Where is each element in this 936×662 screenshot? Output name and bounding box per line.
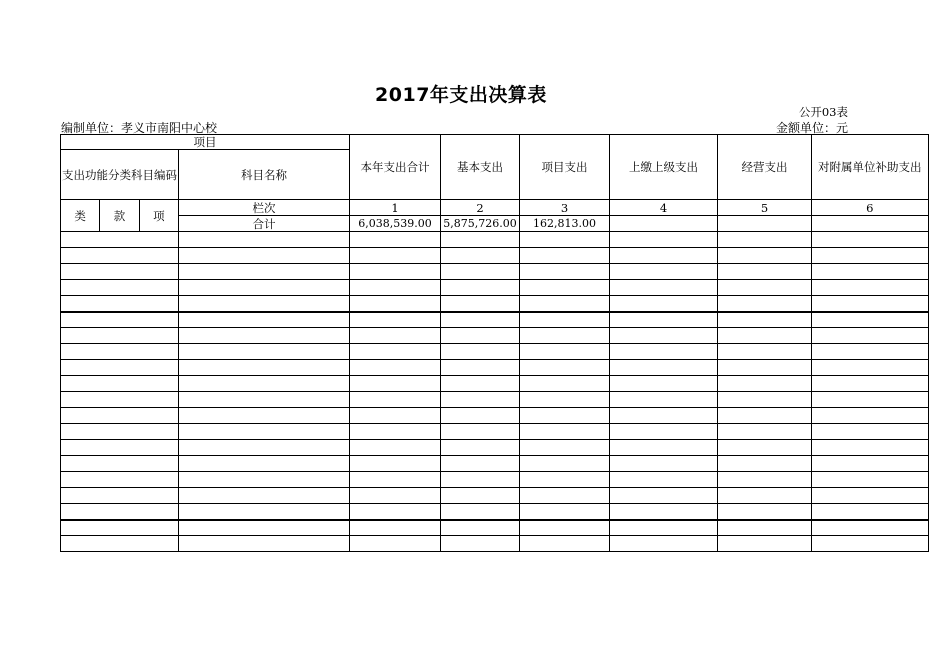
amount-cell — [520, 232, 610, 248]
total-expenditure-value: 6,038,539.00 — [350, 216, 441, 232]
table-row — [61, 440, 929, 456]
amount-cell — [718, 328, 812, 344]
function-code-cell — [61, 312, 179, 328]
function-code-cell — [61, 520, 179, 536]
amount-cell — [610, 440, 718, 456]
header-project-expenditure: 项目支出 — [520, 135, 610, 200]
amount-cell — [441, 344, 520, 360]
subject-name-cell — [179, 440, 350, 456]
table-row — [61, 360, 929, 376]
amount-cell — [520, 344, 610, 360]
amount-cell — [520, 536, 610, 552]
function-code-cell — [61, 328, 179, 344]
amount-cell — [520, 312, 610, 328]
amount-cell — [610, 424, 718, 440]
amount-cell — [610, 408, 718, 424]
amount-cell — [350, 344, 441, 360]
amount-cell — [350, 280, 441, 296]
amount-cell — [350, 520, 441, 536]
table-row — [61, 344, 929, 360]
table-row — [61, 312, 929, 328]
amount-cell — [812, 520, 929, 536]
amount-cell — [520, 440, 610, 456]
amount-cell — [520, 488, 610, 504]
amount-cell — [812, 472, 929, 488]
amount-cell — [812, 408, 929, 424]
header-lei: 类 — [61, 200, 100, 232]
function-code-cell — [61, 248, 179, 264]
amount-cell — [520, 360, 610, 376]
amount-cell — [350, 248, 441, 264]
subject-name-cell — [179, 296, 350, 312]
table-row — [61, 248, 929, 264]
table-row — [61, 424, 929, 440]
amount-cell — [441, 360, 520, 376]
amount-cell — [718, 520, 812, 536]
amount-cell — [350, 408, 441, 424]
subject-name-cell — [179, 408, 350, 424]
amount-cell — [610, 344, 718, 360]
amount-cell — [520, 376, 610, 392]
amount-cell — [441, 536, 520, 552]
amount-cell — [812, 536, 929, 552]
function-code-cell — [61, 280, 179, 296]
subject-name-cell — [179, 280, 350, 296]
amount-cell — [812, 424, 929, 440]
upper-expenditure-value — [610, 216, 718, 232]
table-row — [61, 232, 929, 248]
amount-cell — [520, 472, 610, 488]
amount-cell — [350, 504, 441, 520]
amount-cell — [812, 328, 929, 344]
table-row — [61, 264, 929, 280]
amount-cell — [718, 312, 812, 328]
column-index-5: 5 — [718, 200, 812, 216]
amount-cell — [610, 296, 718, 312]
function-code-cell — [61, 360, 179, 376]
amount-cell — [812, 504, 929, 520]
amount-cell — [718, 440, 812, 456]
amount-cell — [812, 232, 929, 248]
amount-cell — [812, 440, 929, 456]
amount-cell — [610, 392, 718, 408]
table-row — [61, 408, 929, 424]
table-row — [61, 328, 929, 344]
amount-cell — [441, 488, 520, 504]
amount-cell — [610, 536, 718, 552]
subsidy-expenditure-value — [812, 216, 929, 232]
amount-cell — [441, 472, 520, 488]
column-index-3: 3 — [520, 200, 610, 216]
currency-unit: 金额单位：元 — [775, 121, 848, 135]
function-code-cell — [61, 392, 179, 408]
function-code-cell — [61, 408, 179, 424]
amount-cell — [812, 376, 929, 392]
subject-name-cell — [179, 520, 350, 536]
header-total-expenditure: 本年支出合计 — [350, 135, 441, 200]
amount-cell — [718, 424, 812, 440]
amount-cell — [610, 456, 718, 472]
table-row — [61, 280, 929, 296]
function-code-cell — [61, 456, 179, 472]
amount-cell — [520, 504, 610, 520]
amount-cell — [441, 456, 520, 472]
amount-cell — [520, 264, 610, 280]
amount-cell — [718, 392, 812, 408]
amount-cell — [812, 312, 929, 328]
table-row — [61, 472, 929, 488]
amount-cell — [441, 440, 520, 456]
amount-cell — [812, 392, 929, 408]
amount-cell — [610, 504, 718, 520]
amount-cell — [441, 264, 520, 280]
amount-cell — [520, 520, 610, 536]
amount-cell — [610, 280, 718, 296]
amount-cell — [350, 312, 441, 328]
table-row — [61, 536, 929, 552]
amount-cell — [520, 392, 610, 408]
form-code: 公开03表 — [798, 105, 848, 119]
amount-cell — [610, 472, 718, 488]
header-kuan: 款 — [100, 200, 139, 232]
function-code-cell — [61, 344, 179, 360]
table-row — [61, 488, 929, 504]
function-code-cell — [61, 376, 179, 392]
table-row — [61, 520, 929, 536]
subject-name-cell — [179, 424, 350, 440]
amount-cell — [441, 504, 520, 520]
amount-cell — [812, 488, 929, 504]
amount-cell — [520, 456, 610, 472]
amount-cell — [520, 296, 610, 312]
amount-cell — [350, 376, 441, 392]
page-title: 2017年支出决算表 — [375, 84, 547, 106]
amount-cell — [350, 264, 441, 280]
subject-name-cell — [179, 536, 350, 552]
subject-name-cell — [179, 504, 350, 520]
subject-name-cell — [179, 328, 350, 344]
project-expenditure-value: 162,813.00 — [520, 216, 610, 232]
amount-cell — [812, 264, 929, 280]
function-code-cell — [61, 440, 179, 456]
table-row — [61, 456, 929, 472]
header-column-index: 栏次 — [179, 200, 350, 216]
amount-cell — [350, 360, 441, 376]
amount-cell — [718, 536, 812, 552]
amount-cell — [812, 248, 929, 264]
header-subject-name: 科目名称 — [179, 150, 350, 200]
amount-cell — [350, 440, 441, 456]
business-expenditure-value — [718, 216, 812, 232]
subject-name-cell — [179, 456, 350, 472]
table-row — [61, 392, 929, 408]
amount-cell — [718, 488, 812, 504]
amount-cell — [350, 488, 441, 504]
total-row-label: 合计 — [179, 216, 350, 232]
header-xiang: 项 — [139, 200, 178, 232]
header-function-code: 支出功能分类科目编码 — [61, 150, 179, 200]
amount-cell — [441, 408, 520, 424]
amount-cell — [350, 424, 441, 440]
amount-cell — [718, 360, 812, 376]
amount-cell — [812, 296, 929, 312]
amount-cell — [350, 328, 441, 344]
amount-cell — [350, 456, 441, 472]
function-code-cell — [61, 472, 179, 488]
reporting-unit: 编制单位：孝义市南阳中心校 — [61, 121, 218, 135]
amount-cell — [520, 408, 610, 424]
amount-cell — [441, 424, 520, 440]
column-index-1: 1 — [350, 200, 441, 216]
subject-name-cell — [179, 376, 350, 392]
header-subsidy-expenditure: 对附属单位补助支出 — [812, 135, 929, 200]
amount-cell — [610, 360, 718, 376]
column-index-2: 2 — [441, 200, 520, 216]
subject-name-cell — [179, 248, 350, 264]
amount-cell — [718, 280, 812, 296]
amount-cell — [441, 376, 520, 392]
table-row — [61, 504, 929, 520]
column-index-4: 4 — [610, 200, 718, 216]
amount-cell — [718, 504, 812, 520]
table-row — [61, 296, 929, 312]
column-index-6: 6 — [812, 200, 929, 216]
subject-name-cell — [179, 360, 350, 376]
subject-name-cell — [179, 312, 350, 328]
amount-cell — [350, 392, 441, 408]
amount-cell — [718, 376, 812, 392]
amount-cell — [441, 232, 520, 248]
function-code-cell — [61, 488, 179, 504]
amount-cell — [610, 248, 718, 264]
amount-cell — [718, 408, 812, 424]
function-code-cell — [61, 504, 179, 520]
subject-name-cell — [179, 344, 350, 360]
amount-cell — [610, 328, 718, 344]
expenditure-table — [60, 134, 929, 552]
amount-cell — [520, 328, 610, 344]
subject-name-cell — [179, 392, 350, 408]
amount-cell — [350, 472, 441, 488]
subject-name-cell — [179, 264, 350, 280]
amount-cell — [718, 456, 812, 472]
amount-cell — [610, 264, 718, 280]
amount-cell — [441, 312, 520, 328]
subject-name-cell — [179, 472, 350, 488]
amount-cell — [718, 472, 812, 488]
amount-cell — [610, 488, 718, 504]
amount-cell — [441, 296, 520, 312]
amount-cell — [812, 456, 929, 472]
amount-cell — [610, 520, 718, 536]
amount-cell — [610, 312, 718, 328]
header-upper-expenditure: 上缴上级支出 — [610, 135, 718, 200]
basic-expenditure-value: 5,875,726.00 — [441, 216, 520, 232]
amount-cell — [610, 376, 718, 392]
amount-cell — [718, 248, 812, 264]
amount-cell — [812, 280, 929, 296]
amount-cell — [610, 232, 718, 248]
amount-cell — [441, 392, 520, 408]
amount-cell — [520, 424, 610, 440]
function-code-cell — [61, 264, 179, 280]
amount-cell — [441, 328, 520, 344]
subject-name-cell — [179, 488, 350, 504]
amount-cell — [718, 232, 812, 248]
function-code-cell — [61, 424, 179, 440]
amount-cell — [350, 232, 441, 248]
amount-cell — [520, 280, 610, 296]
amount-cell — [350, 536, 441, 552]
table-row — [61, 376, 929, 392]
subject-name-cell — [179, 232, 350, 248]
amount-cell — [441, 280, 520, 296]
amount-cell — [812, 360, 929, 376]
amount-cell — [441, 248, 520, 264]
amount-cell — [718, 344, 812, 360]
function-code-cell — [61, 232, 179, 248]
amount-cell — [520, 248, 610, 264]
amount-cell — [441, 520, 520, 536]
amount-cell — [718, 264, 812, 280]
header-business-expenditure: 经营支出 — [718, 135, 812, 200]
function-code-cell — [61, 296, 179, 312]
amount-cell — [812, 344, 929, 360]
function-code-cell — [61, 536, 179, 552]
header-basic-expenditure: 基本支出 — [441, 135, 520, 200]
amount-cell — [718, 296, 812, 312]
header-project: 项目 — [61, 135, 350, 150]
amount-cell — [350, 296, 441, 312]
